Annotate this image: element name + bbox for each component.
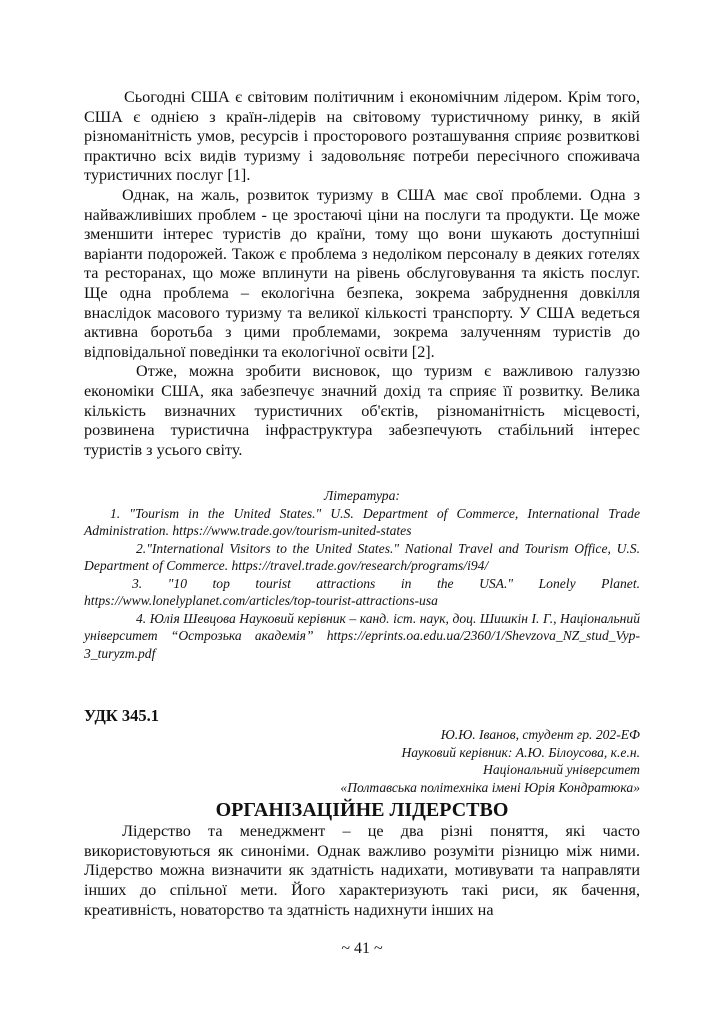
reference-item-3: 3. "10 top tourist attractions in the USA." Lonely Planet. https://www.lonelyplanet.com/articles/top-tourist-attractions-usa [84,575,640,609]
references-title: Література: [324,488,400,504]
paragraph-conclusion: Отже, можна зробити висновок, що туризм є важливою галуззю економіки США, яка забезпечує значний дохід та сприяє її розвитку. Велика кількість визначних туристичних об'єктів, різноманітність місцевості, розвинена туристична інфраструктура забезпечують стабільний інтерес туристів з усього світу. [84,362,640,459]
document-page [84,88,640,920]
reference-item-2: 2."International Visitors to the United States." National Travel and Tourism Office, U.S. Department of Commerce. https://travel.trade.gov/research/programs/i94/ [84,540,640,574]
author-line: Ю.Ю. Іванов, студент гр. 202-ЕФ [440,727,640,743]
reference-item-4: 4. Юлія Шевцова Науковий керівник – канд. іст. наук, доц. Шишкін І. Г., Національний університет “Острозька академія” https://eprints.oa.edu.ua/2360/1/Shevzova_NZ_stud_Vyp-3_turyzm.pdf [84,610,640,661]
university-name-line: «Полтавська політехніка імені Юрія Кондратюка» [340,779,640,795]
university-line: Національний університет [483,762,640,778]
paragraph-intro: Сьогодні США є світовим політичним і економічним лідером. Крім того, США є однією з країн-лідерів на світовому туристичному ринку, в якій різноманітність умов, ресурсів і просторового розташування сприяє розвиткові практично всіх видів туризму і задовольняє потреби пересічного споживача туристичних послуг [1]. [84,88,640,185]
page-number: ~ 41 ~ [341,940,383,957]
supervisor-line: Науковий керівник: А.Ю. Білоусова, к.е.н. [401,744,640,760]
paragraph-leadership: Лідерство та менеджмент – це два різні поняття, які часто використовуються як синоніми. Однак важливо розуміти різницю між ними. Лідерство можна визначити як здатність надихати, мотивувати та направляти інших до спільної мети. Його характеризують такі риси, як бачення, креативність, новаторство та здатність надихнути інших на [84,822,640,919]
article-title: ОРГАНІЗАЦІЙНЕ ЛІДЕРСТВО [215,799,509,822]
references-section [84,487,640,662]
paragraph-problems: Однак, на жаль, розвиток туризму в США має свої проблеми. Одна з найважливіших проблем - це зростаючі ціни на послуги та продукти. Це може зменшити інтерес туристів до країни, тому що вони шукають доступніші варіанти подорожей. Також є проблема з недоліком персоналу в деяких готелях та ресторанах, що може вплинути на рівень обслуговування та якість послуг. Ще одна проблема – екологічна безпека, зокрема забруднення довкілля внаслідок масового туризму та великої кількості транспорту. У США ведеться активна боротьба з цими проблемами, зокрема залученням туристів до відповідальної поведінки та екологічної освіти [2]. [84,185,640,361]
author-block [84,726,640,796]
udk-code: УДК 345.1 [84,706,160,726]
reference-item-1: 1. "Tourism in the United States." U.S. Department of Commerce, International Trade Administration. https://www.trade.gov/tourism-united-states [84,505,640,539]
